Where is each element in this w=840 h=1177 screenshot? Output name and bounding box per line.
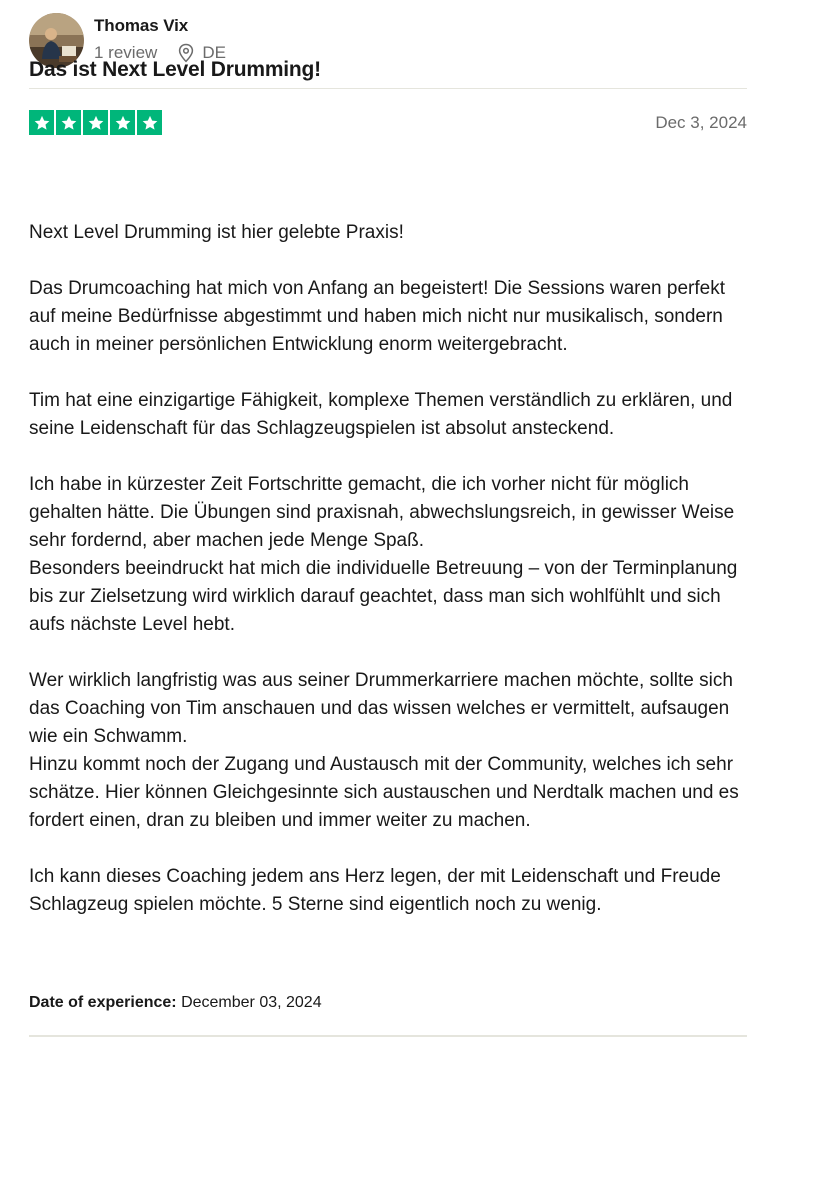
review-text: Wer wirklich langfristig was aus seiner Drummerkarriere machen möchte, sollte sich das Coaching von Tim anschauen und das wissen welches er vermittelt, aufsaugen wie ein Schwamm. — [29, 670, 733, 747]
star-icon — [83, 110, 108, 135]
review-text: Next Level Drumming ist hier gelebte Praxis! — [29, 222, 404, 243]
review-paragraph — [29, 471, 747, 639]
star-icon — [29, 110, 54, 135]
review-date: Dec 3, 2024 — [655, 113, 747, 132]
review-card — [29, 0, 747, 1011]
review-text: Hinzu kommt noch der Zugang und Austausch mit der Community, welches ich sehr schätze. Hier können Gleichgesinnte sich austauschen und Nerdtalk machen und es fordert einen, dran zu bleiben und immer weiter zu machen. — [29, 754, 739, 831]
review-title[interactable]: Das ist Next Level Drumming! — [29, 58, 321, 81]
star-icon — [110, 110, 135, 135]
review-paragraph — [29, 667, 747, 835]
review-body — [29, 219, 747, 947]
review-count: 1 review — [94, 43, 158, 62]
review-paragraph — [29, 863, 747, 919]
star-icon — [56, 110, 81, 135]
consumer-country: DE — [202, 43, 226, 62]
experience-label: Date of experience: — [29, 994, 177, 1011]
review-paragraph — [29, 219, 747, 247]
review-text: Ich kann dieses Coaching jedem ans Herz legen, der mit Leidenschaft und Freude Schlagzeug spielen möchte. 5 Sterne sind eigentlich noch zu wenig. — [29, 866, 721, 915]
review-text: Ich habe in kürzester Zeit Fortschritte gemacht, die ich vorher nicht für möglich gehalten hätte. Die Übungen sind praxisnah, abwechslungsreich, in gewisser Weise sehr fordernd, aber machen jede Menge Spaß. — [29, 474, 735, 551]
experience-date: December 03, 2024 — [181, 994, 322, 1011]
review-paragraph — [29, 387, 747, 443]
star-rating — [29, 110, 162, 135]
footer-divider — [29, 1035, 747, 1037]
date-of-experience — [29, 992, 322, 1014]
review-text: Besonders beeindruckt hat mich die individuelle Betreuung – von der Terminplanung bis zur Zielsetzung wird wirklich darauf geachtet, dass man sich wohlfühlt und sich aufs nächste Level hebt. — [29, 558, 738, 635]
consumer-name[interactable]: Thomas Vix — [94, 16, 189, 35]
star-icon — [137, 110, 162, 135]
review-text: Tim hat eine einzigartige Fähigkeit, komplexe Themen verständlich zu erklären, und seine Leidenschaft für das Schlagzeugspielen ist absolut ansteckend. — [29, 390, 733, 439]
review-text: Das Drumcoaching hat mich von Anfang an begeistert! Die Sessions waren perfekt auf meine Bedürfnisse abgestimmt und haben mich nicht nur musikalisch, sondern auch in meiner persönlichen Entwicklung enorm weitergebracht. — [29, 278, 725, 355]
rating-row — [29, 89, 747, 145]
review-paragraph — [29, 275, 747, 359]
